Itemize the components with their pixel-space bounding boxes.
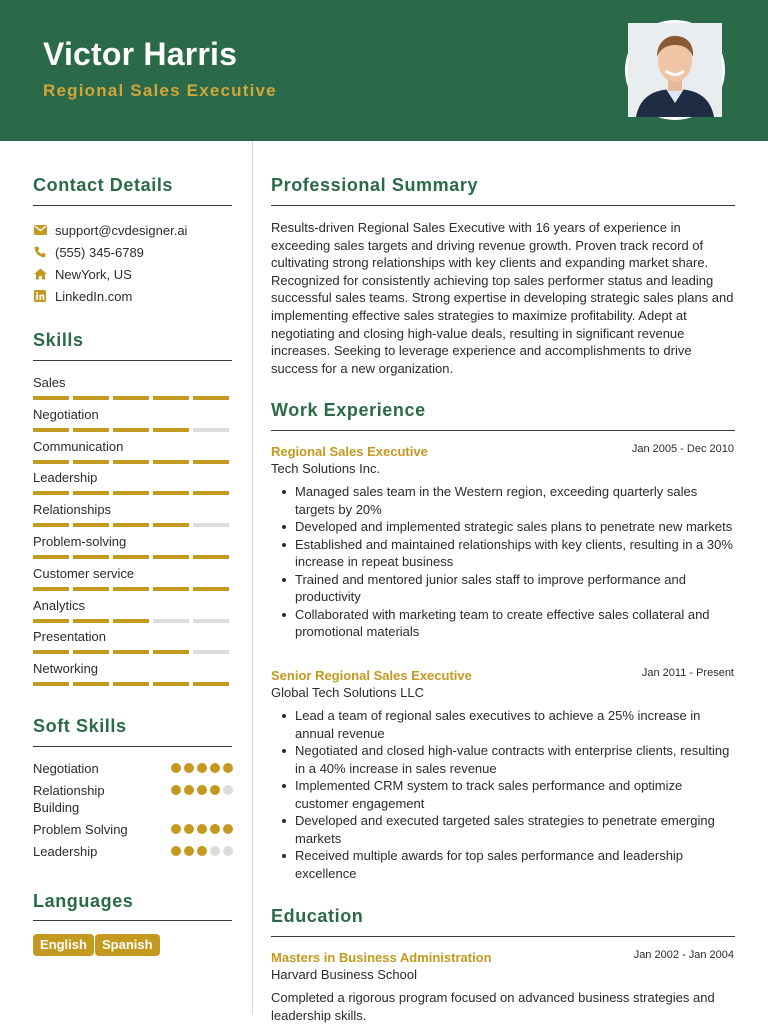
skill-label: Problem-solving xyxy=(33,534,127,549)
skill-level-segment xyxy=(73,650,109,654)
skill-level-segment xyxy=(193,523,229,527)
skill-level-segment xyxy=(193,460,229,464)
candidate-role: Regional Sales Executive xyxy=(43,81,277,100)
soft-skills-title: Soft Skills xyxy=(33,716,127,736)
skill-level-segment xyxy=(113,555,149,559)
skills-title: Skills xyxy=(33,330,84,350)
skill-item xyxy=(33,565,233,591)
rating-dot xyxy=(171,846,181,856)
skill-level-segment xyxy=(193,682,229,686)
rating-dot xyxy=(210,824,220,834)
rating-dot xyxy=(197,846,207,856)
skill-level-segment xyxy=(113,587,149,591)
job-title: Regional Sales Executive xyxy=(271,444,428,459)
skill-item xyxy=(33,660,233,686)
skill-level-segment xyxy=(113,460,149,464)
contact-linkedin xyxy=(33,287,132,305)
skill-level-segment xyxy=(73,491,109,495)
education-dates: Jan 2002 - Jan 2004 xyxy=(633,949,734,961)
education-title: Education xyxy=(271,906,364,926)
summary-title: Professional Summary xyxy=(271,175,479,195)
soft-skill-item xyxy=(33,843,233,860)
skill-level-segment xyxy=(193,650,229,654)
job-bullets xyxy=(295,707,735,882)
contact-email xyxy=(33,221,187,239)
rating-dot xyxy=(171,785,181,795)
skill-level-segment xyxy=(33,460,69,464)
soft-skill-item xyxy=(33,782,233,816)
rating-dot xyxy=(184,824,194,834)
rating-dot xyxy=(210,846,220,856)
skill-level-segment xyxy=(113,619,149,623)
skill-level-bar xyxy=(33,523,233,527)
rating-dot xyxy=(171,763,181,773)
skill-level-segment xyxy=(113,428,149,432)
soft-skill-rating xyxy=(171,824,233,834)
skill-level-bar xyxy=(33,555,233,559)
skill-level-segment xyxy=(153,460,189,464)
skill-level-segment xyxy=(113,650,149,654)
skill-level-segment xyxy=(33,619,69,623)
experience-title: Work Experience xyxy=(271,400,426,420)
job-title: Senior Regional Sales Executive xyxy=(271,668,472,683)
list-item: Lead a team of regional sales executives to achieve a 25% increase in annual revenue xyxy=(295,707,735,742)
skill-level-segment xyxy=(73,523,109,527)
skill-item xyxy=(33,469,233,495)
soft-skill-label: Negotiation xyxy=(33,761,99,776)
skill-level-segment xyxy=(73,682,109,686)
contact-email-text[interactable]: support@cvdesigner.ai xyxy=(55,222,188,238)
skill-level-segment xyxy=(193,619,229,623)
skill-level-segment xyxy=(113,491,149,495)
skill-label: Customer service xyxy=(33,565,135,581)
skill-level-segment xyxy=(113,396,149,400)
skill-item xyxy=(33,406,233,432)
job-bullets xyxy=(295,483,735,641)
skill-level-segment xyxy=(33,650,69,654)
skill-level-segment xyxy=(73,428,109,432)
list-item: Trained and mentored junior sales staff to improve performance and productivity xyxy=(295,571,735,606)
skill-level-segment xyxy=(153,587,189,591)
skill-level-segment xyxy=(153,396,189,400)
skill-label: Communication xyxy=(33,438,124,454)
email-icon xyxy=(33,223,47,237)
school-name: Harvard Business School xyxy=(271,967,417,982)
skill-level-segment xyxy=(73,619,109,623)
skill-level-bar xyxy=(33,682,233,686)
skill-level-segment xyxy=(153,555,189,559)
contact-linkedin-text[interactable]: LinkedIn.com xyxy=(55,288,133,304)
skill-item xyxy=(33,501,233,527)
job-company: Global Tech Solutions LLC xyxy=(271,685,424,700)
column-divider xyxy=(252,141,253,1014)
skill-level-segment xyxy=(153,491,189,495)
language-badge: Spanish xyxy=(95,934,160,956)
skill-level-bar xyxy=(33,491,233,495)
education-description: Completed a rigorous program focused on advanced business strategies and leadership skills. xyxy=(271,990,715,1023)
job-dates: Jan 2005 - Dec 2010 xyxy=(631,443,734,455)
rating-dot xyxy=(197,785,207,795)
skill-level-segment xyxy=(33,396,69,400)
skill-label: Leadership xyxy=(33,470,98,486)
education-rule xyxy=(271,936,735,937)
skill-item xyxy=(33,597,233,623)
skill-level-segment xyxy=(33,428,69,432)
skill-item xyxy=(33,374,233,400)
list-item: Received multiple awards for top sales performance and leadership excellence xyxy=(295,847,735,882)
skill-level-segment xyxy=(153,428,189,432)
rating-dot xyxy=(223,824,233,834)
rating-dot xyxy=(210,785,220,795)
summary-text: Results-driven Regional Sales Executive with 16 years of experience in exceeding sales targets and driving revenue growth. Proven track record of cultivating strong relationships with key clients and expanding market share. Recognized for consistently achieving top sales performer status and leading successful sales teams. Strong expertise in developing strategic sales plans and implementing effective sales strategies to maximize profitability. Adept at negotiating and closing high-value deals, resulting in significant revenue increases. Seeking to leverage experience and accomplishments to drive success for a new organization. xyxy=(271,220,734,376)
experience-rule xyxy=(271,430,735,431)
contact-location-text: NewYork, US xyxy=(55,266,132,282)
contact-rule xyxy=(33,205,232,206)
skill-level-segment xyxy=(153,650,189,654)
skill-label: Negotiation xyxy=(33,406,99,422)
skill-level-segment xyxy=(153,682,189,686)
skill-level-segment xyxy=(113,523,149,527)
linkedin-icon xyxy=(33,289,47,303)
skill-level-bar xyxy=(33,396,233,400)
skill-level-bar xyxy=(33,650,233,654)
skill-level-segment xyxy=(73,587,109,591)
summary-rule xyxy=(271,205,735,206)
list-item: Implemented CRM system to track sales performance and optimize customer engagement xyxy=(295,777,735,812)
rating-dot xyxy=(197,763,207,773)
degree-title: Masters in Business Administration xyxy=(271,950,492,965)
skill-label: Networking xyxy=(33,661,99,677)
skill-item xyxy=(33,438,233,464)
contact-title: Contact Details xyxy=(33,175,174,195)
rating-dot xyxy=(210,763,220,773)
skill-level-segment xyxy=(33,523,69,527)
soft-skill-label: Problem Solving xyxy=(33,822,128,837)
skill-label: Analytics xyxy=(33,597,86,613)
rating-dot xyxy=(197,824,207,834)
skill-level-segment xyxy=(33,587,69,591)
skill-item xyxy=(33,628,233,654)
skill-level-segment xyxy=(193,428,229,432)
soft-skill-item xyxy=(33,821,233,838)
skill-level-segment xyxy=(193,396,229,400)
rating-dot xyxy=(223,785,233,795)
skill-label: Presentation xyxy=(33,629,106,645)
language-badge: English xyxy=(33,934,94,956)
skill-level-segment xyxy=(113,682,149,686)
list-item: Managed sales team in the Western region, exceeding quarterly sales targets by 20% xyxy=(295,483,735,518)
phone-icon xyxy=(33,245,47,259)
list-item: Negotiated and closed high-value contracts with enterprise clients, resulting in a 40% increase in sales revenue xyxy=(295,742,735,777)
skill-level-segment xyxy=(153,523,189,527)
skill-level-bar xyxy=(33,460,233,464)
soft-skill-rating xyxy=(171,785,233,795)
home-icon xyxy=(33,267,47,281)
skill-label: Sales xyxy=(33,375,66,390)
soft-skill-item xyxy=(33,760,233,777)
resume-header xyxy=(0,0,768,141)
job-dates: Jan 2011 - Present xyxy=(641,667,734,679)
soft-skills-rule xyxy=(33,746,232,747)
rating-dot xyxy=(223,846,233,856)
soft-skill-rating xyxy=(171,763,233,773)
rating-dot xyxy=(184,763,194,773)
skill-level-segment xyxy=(193,555,229,559)
rating-dot xyxy=(184,846,194,856)
soft-skill-label: Leadership xyxy=(33,844,98,859)
contact-phone-text: (555) 345-6789 xyxy=(55,244,144,260)
skill-level-segment xyxy=(193,587,229,591)
rating-dot xyxy=(171,824,181,834)
rating-dot xyxy=(223,763,233,773)
soft-skill-label: Relationship Building xyxy=(33,783,105,815)
list-item: Developed and executed targeted sales strategies to penetrate emerging markets xyxy=(295,812,735,847)
list-item: Collaborated with marketing team to create effective sales collateral and promotional materials xyxy=(295,606,735,641)
list-item: Developed and implemented strategic sales plans to penetrate new markets xyxy=(295,518,735,536)
skill-level-bar xyxy=(33,619,233,623)
languages-rule xyxy=(33,920,232,921)
skill-level-segment xyxy=(73,555,109,559)
skill-level-segment xyxy=(33,555,69,559)
skill-level-segment xyxy=(73,396,109,400)
avatar xyxy=(625,20,725,120)
skill-level-segment xyxy=(153,619,189,623)
contact-phone xyxy=(33,243,144,261)
skill-level-segment xyxy=(33,682,69,686)
candidate-name: Victor Harris xyxy=(43,36,238,72)
languages-title: Languages xyxy=(33,891,134,911)
skill-level-bar xyxy=(33,428,233,432)
skill-item xyxy=(33,533,233,559)
job-company: Tech Solutions Inc. xyxy=(271,461,381,476)
soft-skill-rating xyxy=(171,846,233,856)
skill-level-bar xyxy=(33,587,233,591)
contact-location xyxy=(33,265,132,283)
list-item: Established and maintained relationships with key clients, resulting in a 30% increase in repeat business xyxy=(295,536,735,571)
rating-dot xyxy=(184,785,194,795)
skill-level-segment xyxy=(193,491,229,495)
skill-level-segment xyxy=(73,460,109,464)
skills-rule xyxy=(33,360,232,361)
skill-level-segment xyxy=(33,491,69,495)
skill-label: Relationships xyxy=(33,502,112,518)
